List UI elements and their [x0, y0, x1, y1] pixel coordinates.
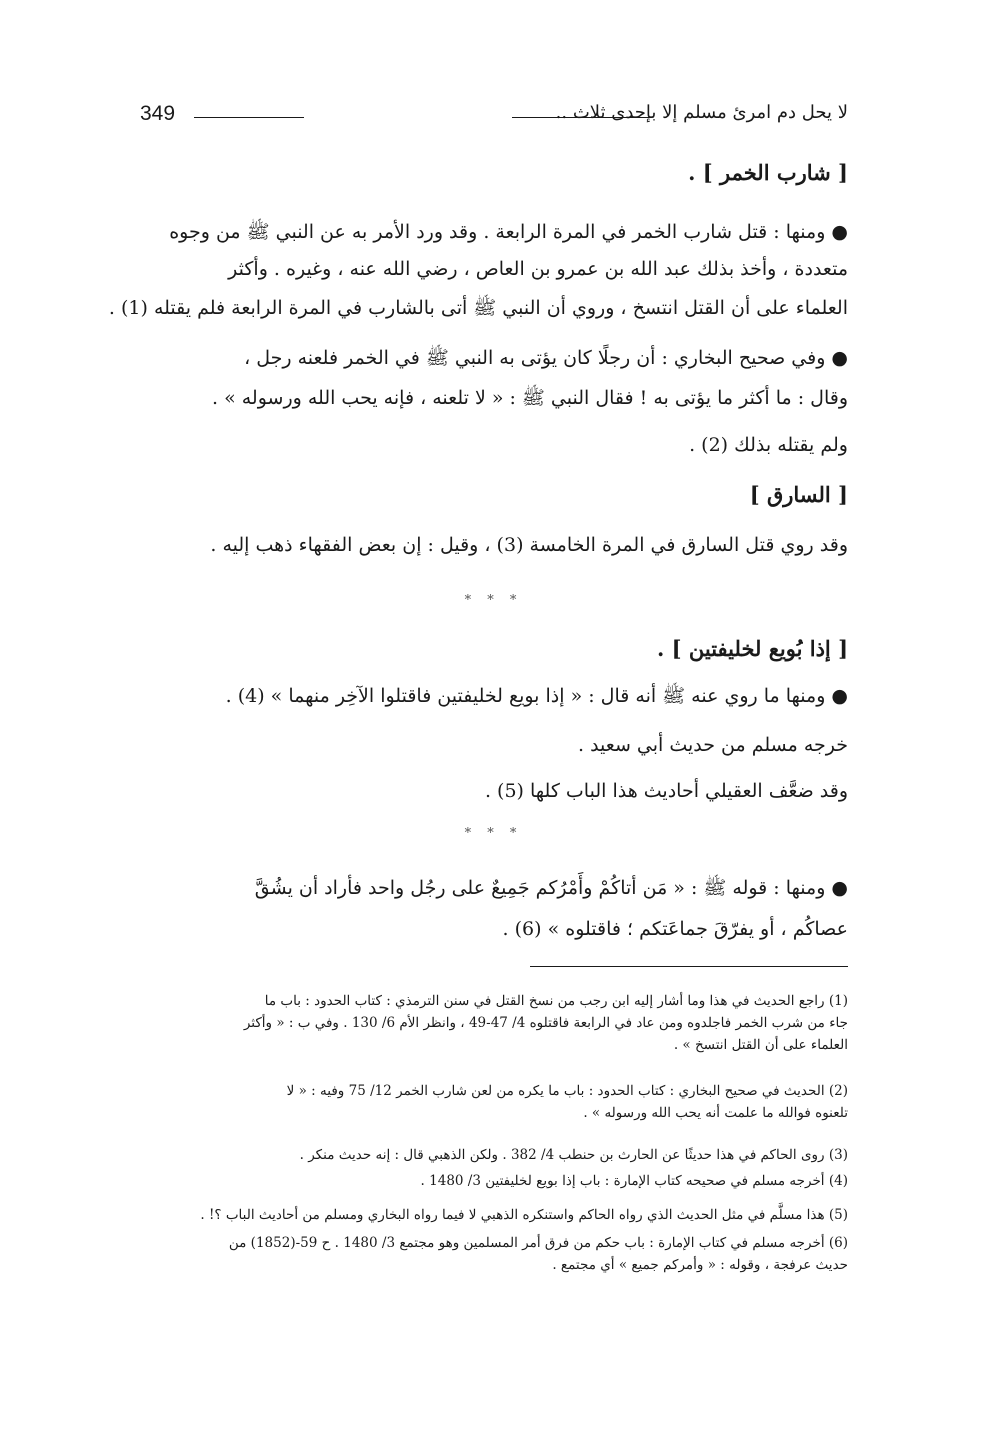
footnote-1 — [138, 990, 848, 1056]
running-header — [140, 102, 848, 132]
footnote-rule — [530, 966, 848, 967]
section-separator: * * * — [464, 593, 523, 608]
footnote-line: (1) راجع الحديث في هذا وما أشار إليه ابن رجب من نسخ القتل في سنن الترمذي : كتاب الحدود : باب ما — [264, 993, 848, 1009]
paragraph-line: عصاكُم ، أو يفرّقَ جماعَتكم ؛ فاقتلوه » (6) . — [502, 918, 848, 940]
footnote-line: حديث عرفجة ، وقوله : « وأمركم جميع » أي مجتمع . — [552, 1257, 848, 1273]
footnote-line: العلماء على أن القتل انتسخ » . — [673, 1037, 848, 1053]
paragraph-line: ● ومنها ما روي عنه ﷺ أنه قال : « إذا بويع لخليفتين فاقتلوا الآخِر منهما » (4) . — [225, 685, 848, 707]
page-number: 349 — [140, 102, 176, 125]
running-title: لا يحل دم امرئ مسلم إلا بإحدى ثلاث .. — [555, 102, 848, 123]
header-rule — [194, 117, 304, 118]
heading-thief: [ السارق ] — [749, 482, 848, 507]
footnote-2 — [138, 1080, 848, 1124]
footnote-line: جاء من شرب الخمر فاجلدوه ومن عاد في الرابعة فاقتلوه 4/ 47-49 ، وانظر الأم 6/ 130 . وفي ب : « وأكثر — [243, 1015, 848, 1031]
paragraph-line: وقال : ما أكثر ما يؤتى به ! فقال النبي ﷺ : « لا تلعنه ، فإنه يحب الله ورسوله » . — [212, 387, 848, 409]
paragraph-line: ● ومنها : قوله ﷺ : « مَن أتاكُمْ وأَمْرُكم جَمِيعٌ على رجُل واحد فأراد أن يشُقَّ — [254, 877, 848, 899]
paragraph-line: خرجه مسلم من حديث أبي سعيد . — [578, 734, 848, 756]
paragraph-line: متعددة ، وأخذ بذلك عبد الله بن عمرو بن العاص ، رضي الله عنه ، وغيره . وأكثر — [228, 258, 848, 280]
footnote-line: (6) أخرجه مسلم في كتاب الإمارة : باب حكم من فرق أمر المسلمين وهو مجتمع 3/ 1480 . ح 59-(1852) من — [228, 1235, 848, 1251]
footnote-5: (5) هذا مسلَّم في مثل الحديث الذي رواه الحاكم واستنكره الذهبي لا فيما رواه البخاري ومسلم من أحاديث الباب ؟! . — [200, 1207, 848, 1223]
paragraph-line: ● وفي صحيح البخاري : أن رجلًا كان يؤتى به النبي ﷺ في الخمر فلعنه رجل ، — [244, 347, 848, 369]
section-separator: * * * — [464, 826, 523, 841]
paragraph-line: ولم يقتله بذلك (2) . — [689, 434, 848, 456]
paragraph-line: العلماء على أن القتل انتسخ ، وروي أن النبي ﷺ أتى بالشارب في المرة الرابعة فلم يقتله (1) . — [108, 297, 848, 319]
footnote-3: (3) روى الحاكم في هذا حديثًا عن الحارث بن حنطب 4/ 382 . ولكن الذهبي قال : إنه حديث منكر . — [299, 1147, 848, 1163]
paragraph-line: وقد ضعَّف العقيلي أحاديث هذا الباب كلها (5) . — [484, 780, 848, 802]
paragraph-line: وقد روي قتل السارق في المرة الخامسة (3) ، وقيل : إن بعض الفقهاء ذهب إليه . — [210, 534, 848, 556]
heading-two-caliphs: [ إذا بُويع لخليفتين ] . — [657, 636, 848, 661]
heading-wine-drinker: [ شارب الخمر ] . — [688, 160, 848, 185]
footnote-6 — [138, 1232, 848, 1276]
footnote-4: (4) أخرجه مسلم في صحيحه كتاب الإمارة : باب إذا بويع لخليفتين 3/ 1480 . — [420, 1173, 848, 1189]
paragraph-line: ● ومنها : قتل شارب الخمر في المرة الرابعة . وقد ورد الأمر به عن النبي ﷺ من وجوه — [169, 221, 848, 243]
footnote-line: تلعنوه فوالله ما علمت أنه يحب الله ورسوله » . — [583, 1105, 848, 1121]
footnote-line: (2) الحديث في صحيح البخاري : كتاب الحدود : باب ما يكره من لعن شارب الخمر 12/ 75 وفيه : « لا — [286, 1083, 848, 1099]
